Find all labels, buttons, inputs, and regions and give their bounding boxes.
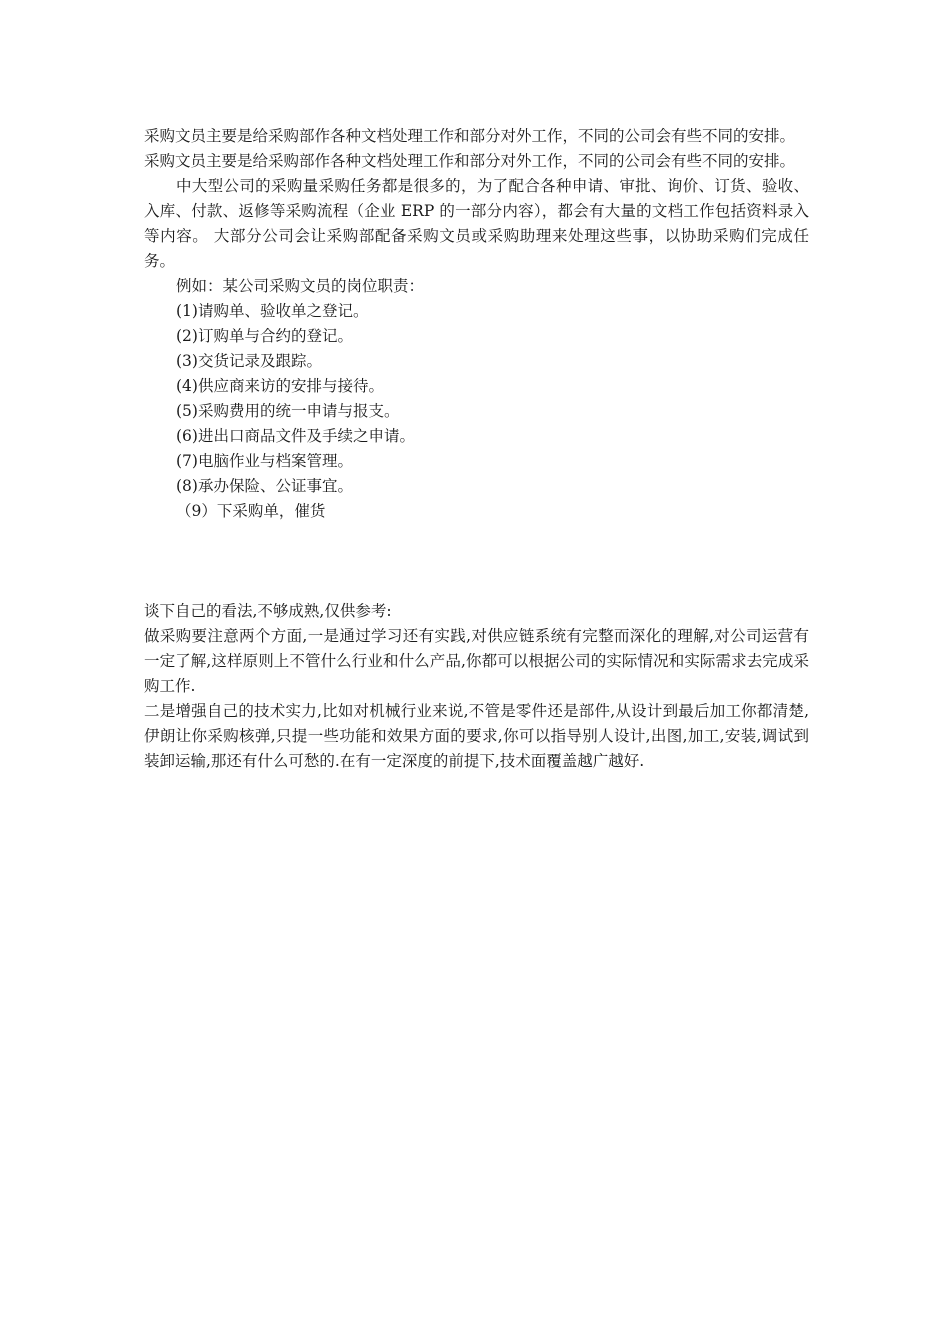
example-intro: 例如：某公司采购文员的岗位职责： xyxy=(176,277,425,295)
blank-space xyxy=(144,524,809,599)
opinion-paragraph-2: 二是增强自己的技术实力,比如对机械行业来说,不管是零件还是部件,从设计到最后加工你都清楚,伊朗让你采购核弹,只提一些功能和效果方面的要求,你可以指导别人设计,出图,加工,安装,调试到装卸运输,那还有什么可愁的.在有一定深度的前提下,技术面覆盖越广越好. xyxy=(144,702,809,770)
duty-item: (6)进出口商品文件及手续之申请。 xyxy=(176,427,415,445)
document-body xyxy=(144,124,809,774)
paragraph-intro-2: 采购文员主要是给采购部作各种文档处理工作和部分对外工作，不同的公司会有些不同的安排。 xyxy=(144,152,796,170)
opinion-intro: 谈下自己的看法,不够成熟,仅供参考: xyxy=(144,602,392,620)
duties-list xyxy=(144,299,809,524)
opinion-paragraph-1: 做采购要注意两个方面,一是通过学习还有实践,对供应链系统有完整而深化的理解,对公司运营有一定了解,这样原则上不管什么行业和什么产品,你都可以根据公司的实际情况和实际需求去完成采购工作. xyxy=(144,627,809,695)
duty-item: (5)采购费用的统一申请与报支。 xyxy=(176,402,400,420)
duty-item: (1)请购单、验收单之登记。 xyxy=(176,302,369,320)
duty-item: （9）下采购单，催货 xyxy=(176,502,326,520)
duty-item: (8)承办保险、公证事宜。 xyxy=(176,477,353,495)
duty-item: (7)电脑作业与档案管理。 xyxy=(176,452,353,470)
duty-item: (2)订购单与合约的登记。 xyxy=(176,327,353,345)
paragraph-workload: 中大型公司的采购量采购任务都是很多的，为了配合各种申请、审批、询价、订货、验收、入库、付款、返修等采购流程（企业 ERP 的一部分内容），都会有大量的文档工作包括资料录入等内容。 大部分公司会让采购部配备采购文员或采购助理来处理这些事，以协助采购们完成任务。 xyxy=(144,177,809,270)
paragraph-intro-1: 采购文员主要是给采购部作各种文档处理工作和部分对外工作，不同的公司会有些不同的安排。 xyxy=(144,127,796,145)
duty-item: (3)交货记录及跟踪。 xyxy=(176,352,322,370)
duty-item: (4)供应商来访的安排与接待。 xyxy=(176,377,384,395)
